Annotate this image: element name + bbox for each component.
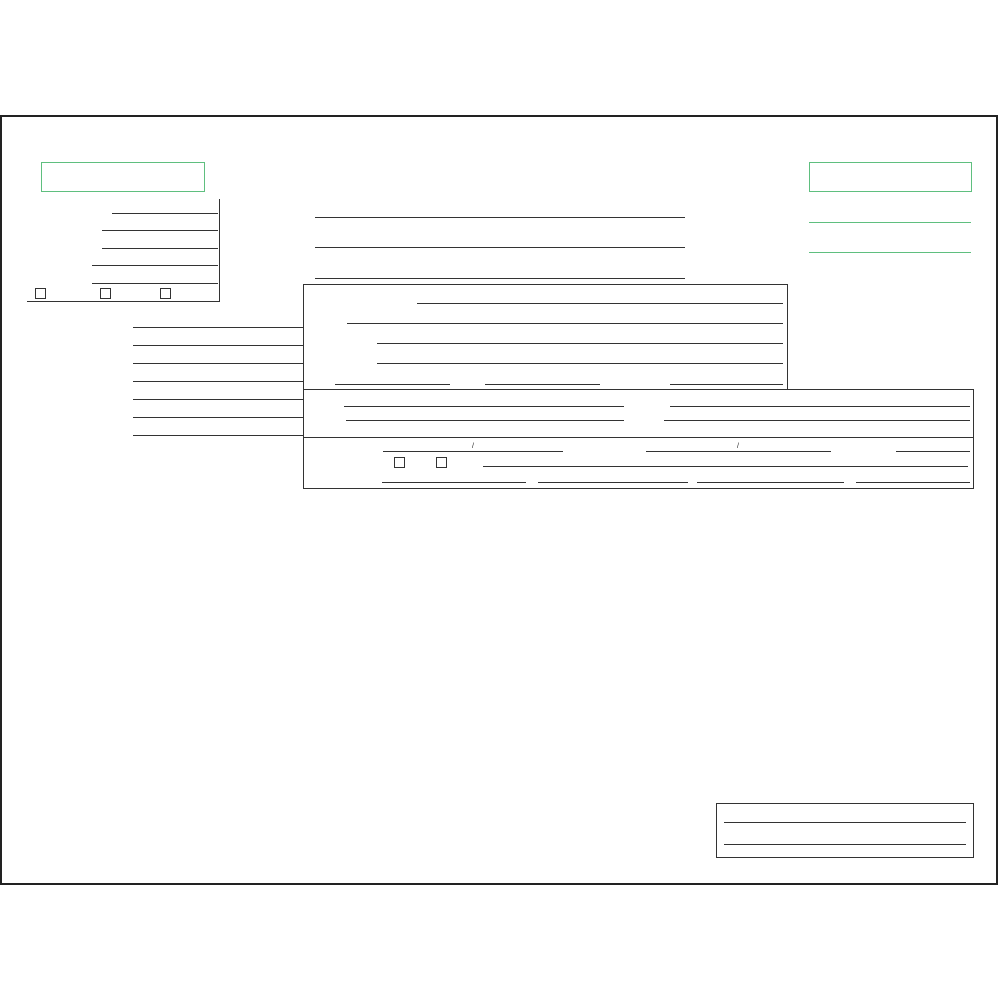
loaded-slash: /: [472, 443, 474, 450]
signature-line[interactable]: [724, 822, 966, 823]
signature-box: [716, 803, 974, 858]
sig-date-line[interactable]: [724, 844, 966, 845]
delivery-slash: /: [737, 443, 739, 450]
